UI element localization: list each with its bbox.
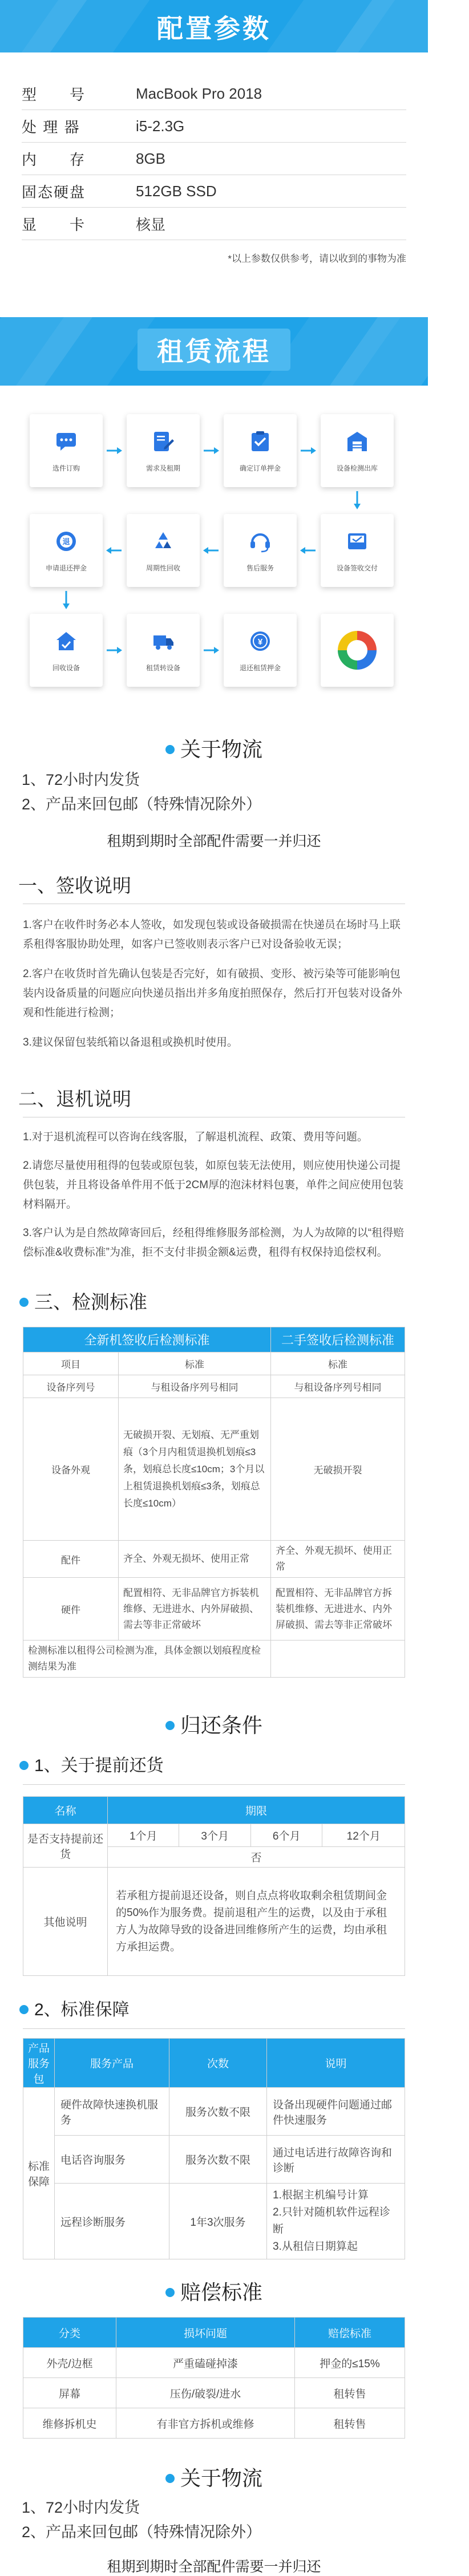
process-step <box>321 614 394 687</box>
bullet-dot-icon <box>165 745 175 754</box>
table-row: 外壳/边框 严重磕碰掉漆 押金的≤15% <box>23 2348 405 2378</box>
receipt-paragraph: 2.客户在收货时首先确认包装是否完好，如有破损、变形、被污染等可能影响包装内设备质量的问题应向快递员指出并多角度拍照保存，然后打开包装对设备外观和性能进行检测； <box>23 968 403 1019</box>
return-heading: 二、退机说明 <box>18 1088 131 1109</box>
refund-icon <box>55 530 78 553</box>
receipt-paragraph: 1.客户在收件时务必本人签收，如发现包装或设备破损需在快递员在场时马上联系租得客服协助处理，如客户已签收则表示客户已对设备验收无误； <box>23 919 401 950</box>
spec-value: 8GB <box>136 149 166 167</box>
coin-icon <box>249 630 272 653</box>
table-row: 设备外观 无破损开裂、无划痕、无严重划痕（3个月内租赁退换机划痕≤3条，划痕总长度≤10cm；3个月以上租赁退换机划痕≤3条，划痕总长度≤10cm） 无破损开裂 <box>23 1398 405 1541</box>
edit-doc-icon <box>152 430 175 453</box>
table-row: 检测标准以租得公司检测为准，具体金额以划痕程度检测结果为准 <box>23 1641 405 1678</box>
process-step-label: 租赁转设备 <box>145 664 180 672</box>
process-step <box>30 614 103 687</box>
table-row: 维修拆机史 有非官方拆机或维修 租转售 <box>23 2408 405 2439</box>
home-check-icon <box>55 630 78 653</box>
table-row: 硬件 配置相符、无非品牌官方拆装机维修、无进进水、内外屏破损、需去等非正常破坏 配置相符、无非品牌官方拆装机维修、无进进水、内外屏破损、需去等非正常破坏 <box>23 1578 405 1641</box>
logistics-item: 1、72小时内发货 <box>22 771 140 788</box>
table-row: 其他说明 若承租方提前退还设备，则自点点将收取剩余租赁期间金的50%作为服务费。提前退租产生的运费，以及由于承租方人为故障导致的设备进回维修所产生的运费，均由承租方承担运费。 <box>23 1868 405 1976</box>
table-row: 否 <box>23 1847 405 1868</box>
recycle-icon <box>152 530 175 553</box>
return-paragraph: 3.客户认为是自然故障寄回后，经租得维修服务部检测，为人为故障的以“租得赔偿标准&收费标准”为准，拒不支付非损金额&运费，租得有权保持追偿权利。 <box>23 1227 405 1258</box>
process-step-label: 选件订购 <box>52 464 80 472</box>
arrow-right-icon <box>300 447 317 455</box>
spec-label: 显 卡 <box>22 216 86 233</box>
spec-value: MacBook Pro 2018 <box>136 84 262 102</box>
table-row: 设备序列号 与租设备序列号相同 与租设备序列号相同 <box>23 1375 405 1398</box>
spec-label: 固态硬盘 <box>22 183 86 201</box>
receipt-paragraph: 3.建议保留包装纸箱以备退租或换机时使用。 <box>23 1036 238 1048</box>
process-step <box>127 614 200 687</box>
table-row: 标准保障 硬件故障快速换机服务 服务次数不限 设备出现硬件问题通过邮件快速服务 <box>23 2088 405 2136</box>
spec-label: 处 理 器 <box>22 118 80 136</box>
guarantee-heading: 2、标准保障 <box>19 1995 428 2020</box>
logistics2-item: 1、72小时内发货 <box>22 2499 140 2516</box>
spec-row <box>22 110 406 143</box>
spec-row <box>22 175 406 208</box>
spec-row <box>22 78 406 110</box>
process-step-label: 需求及租期 <box>145 464 180 472</box>
spec-value: 核显 <box>136 216 166 233</box>
bullet-dot-icon <box>165 1721 175 1730</box>
bullet-dot-icon <box>19 1298 29 1307</box>
process-step <box>224 514 297 587</box>
compensation-title: 赔偿标准 <box>0 2277 428 2306</box>
compensation-table: 分类 损坏问题 赔偿标准 外壳/边框 严重磕碰掉漆 押金的≤15% 屏幕 压伤/破裂/进水 租转售 维修拆机史 有非官方拆机或维修 租转售 <box>23 2317 405 2439</box>
svg-text:¥: ¥ <box>257 637 263 647</box>
process-step <box>30 414 103 487</box>
col-name: 名称 <box>23 1797 108 1824</box>
process-banner <box>0 317 428 386</box>
spec-row <box>22 143 406 175</box>
svg-text:退: 退 <box>62 537 70 546</box>
process-step-label: 设备签收交付 <box>336 564 378 572</box>
inbox-icon <box>346 530 369 553</box>
early-return-heading: 1、关于提前还货 <box>19 1751 428 1776</box>
process-step <box>127 514 200 587</box>
arrow-left-icon <box>203 546 220 554</box>
bullet-dot-icon <box>19 1761 29 1770</box>
process-step-label: 售后服务 <box>246 564 274 572</box>
return-paragraph: 2.请您尽量使用租得的包装或原包装，如原包装无法使用，则应使用快递公司提供包装，并且将设备单件用不低于2CM厚的泡沫材料包裹，单件之间应使用包装材料隔开。 <box>23 1160 404 1210</box>
arrow-right-icon <box>203 447 220 455</box>
col-period: 期限 <box>108 1797 405 1824</box>
guarantee-table: 产品服务包 服务产品 次数 说明 标准保障 硬件故障快速换机服务 服务次数不限 设备出现硬件问题通过邮件快速服务 电话咨询服务 服务次数不限 通过电话进行故障咨询和诊断 远程诊断服务 1年3次服务 1.根据主机编号计算 2.只针对随机软件远程诊断 3.从租信日期算起 <box>23 2038 405 2259</box>
spec-value: 512GB SSD <box>136 182 217 200</box>
checklist-icon <box>249 430 272 453</box>
process-step <box>224 414 297 487</box>
logistics-title: 关于物流 <box>0 734 428 763</box>
process-step-label: 回收设备 <box>52 664 80 672</box>
arrow-down-icon <box>353 490 361 511</box>
arrow-left-icon <box>300 546 317 554</box>
return-paragraph: 1.对于退机流程可以咨询在线客服，了解退机流程、政策、费用等问题。 <box>23 1131 368 1143</box>
warehouse-icon <box>346 430 369 453</box>
table-row: 电话咨询服务 服务次数不限 通过电话进行故障咨询和诊断 <box>23 2136 405 2184</box>
bullet-dot-icon <box>165 2474 175 2483</box>
process-step-label: 周期性回收 <box>145 564 180 572</box>
table-row: 屏幕 压伤/破裂/进水 租转售 <box>23 2378 405 2408</box>
arrow-right-icon <box>203 646 220 654</box>
arrow-right-icon <box>106 447 123 455</box>
table-row: 项目 标准 标准 <box>23 1352 405 1375</box>
process-step-label: 设备检测出库 <box>336 464 378 472</box>
spec-row <box>22 208 406 240</box>
config-banner <box>0 0 428 52</box>
inspection-col-new: 全新机签收后检测标准 <box>23 1327 271 1352</box>
inspection-col-used: 二手签收后检测标准 <box>271 1327 405 1352</box>
process-step-label: 申请退还押金 <box>45 564 87 572</box>
receipt-heading: 一、签收说明 <box>18 875 131 896</box>
arrow-down-icon <box>62 590 70 610</box>
chat-icon <box>55 430 78 453</box>
table-row: 是否支持提前还货 1个月 3个月 6个月 12个月 <box>23 1824 405 1847</box>
process-step-label: 确定订单押金 <box>239 464 281 472</box>
arrow-right-icon <box>106 646 123 654</box>
spec-table <box>22 78 406 240</box>
return-conditions-title: 归还条件 <box>0 1710 428 1739</box>
logistics2-title: 关于物流 <box>0 2462 428 2492</box>
table-row: 配件 齐全、外观无损坏、使用正常 齐全、外观无损坏、使用正常 <box>23 1541 405 1578</box>
process-banner-title: 租赁流程 <box>138 329 290 371</box>
process-step <box>30 514 103 587</box>
bullet-dot-icon <box>19 2005 29 2014</box>
process-step <box>321 414 394 487</box>
table-row: 远程诊断服务 1年3次服务 1.根据主机编号计算 2.只针对随机软件远程诊断 3.从租信日期算起 <box>23 2184 405 2259</box>
early-return-table <box>23 1796 405 1976</box>
config-banner-title: 配置参数 <box>157 14 271 43</box>
process-flow <box>0 408 428 705</box>
logistics-note: 租期到期时全部配件需要一并归还 <box>107 833 321 849</box>
spec-note: *以上参数仅供参考，请以收到的事物为准 <box>228 253 406 264</box>
inspection-heading: 三、检测标准 <box>19 1287 428 1314</box>
spec-label: 内 存 <box>22 151 86 168</box>
headset-icon <box>249 530 272 553</box>
bullet-dot-icon <box>165 2288 175 2297</box>
logistics2-item: 2、产品来回包邮（特殊情况除外） <box>22 2524 262 2541</box>
process-step-label: 退还租赁押金 <box>239 664 281 672</box>
process-step <box>224 614 297 687</box>
arrow-left-icon <box>106 546 123 554</box>
truck-icon <box>152 630 175 653</box>
logistics-item: 2、产品来回包邮（特殊情况除外） <box>22 796 262 813</box>
logistics2-note: 租期到期时全部配件需要一并归还 <box>107 2559 321 2575</box>
process-step <box>127 414 200 487</box>
inspection-table <box>23 1327 405 1678</box>
spec-value: i5-2.3G <box>136 117 185 135</box>
spec-label: 型 号 <box>22 86 86 103</box>
logo-icon <box>334 627 380 673</box>
process-step <box>321 514 394 587</box>
